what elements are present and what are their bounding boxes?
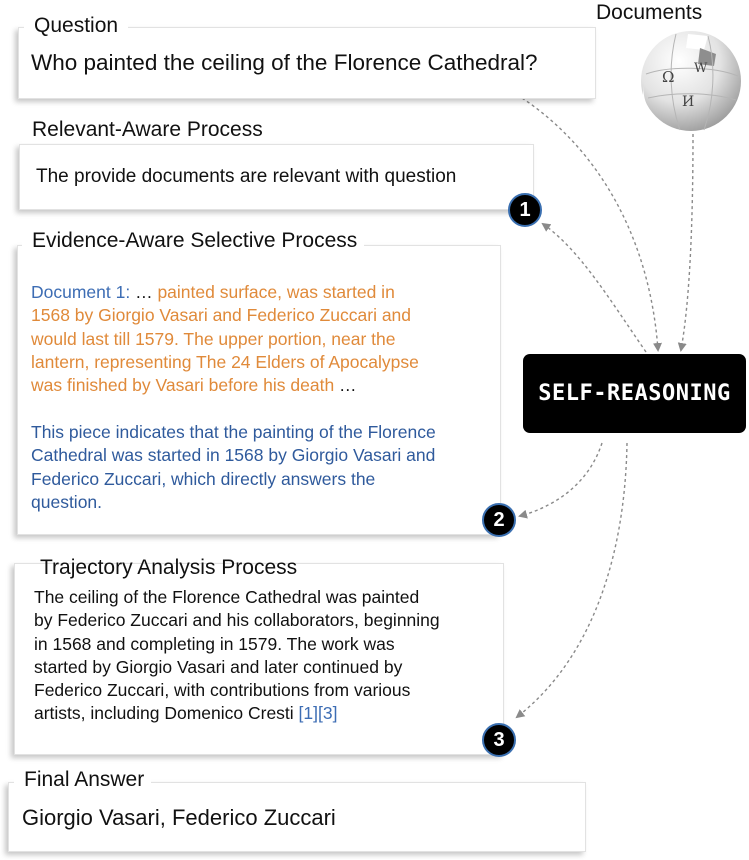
final-title: Final Answer — [14, 767, 151, 793]
step-2-badge: 2 — [482, 503, 516, 537]
citation-links: [1][3] — [298, 703, 338, 724]
quote-line: would last till 1579. The upper portion, near the — [31, 328, 396, 349]
step-1-badge: 1 — [508, 193, 542, 227]
quote-line: painted surface, was started in — [157, 282, 395, 302]
svg-text:И: И — [682, 94, 695, 110]
arrow-self-to-step3 — [517, 443, 627, 717]
arrow-docs-to-self — [681, 134, 693, 350]
svg-text:Ω: Ω — [662, 68, 675, 86]
relevant-title: Relevant-Aware Process — [22, 117, 270, 143]
final-answer-text: Giorgio Vasari, Federico Zuccari — [22, 805, 336, 830]
svg-text:W: W — [694, 61, 708, 76]
self-reasoning-box: SELF-REASONING — [523, 354, 746, 433]
wikipedia-globe-icon — [638, 26, 744, 134]
evidence-reasoning: This piece indicates that the painting of the Florence Cathedral was started in 1568 by Giorgio Vasari and Federico Zuccari, which directly answers the question. — [31, 422, 436, 512]
quote-line: 1568 by Giorgio Vasari and Federico Zuccari and — [31, 305, 412, 326]
evidence-title: Evidence-Aware Selective Process — [22, 228, 364, 254]
evidence-document: Document 1: … painted surface, was started in 1568 by Giorgio Vasari and Federico Zuccari and would last till 1579. The upper portion, near the lantern, representing The 24 Elders of Apocalypse was finished by Vasari before his death … — [31, 281, 493, 397]
arrow-self-to-step2 — [520, 443, 602, 516]
step-3-badge: 3 — [482, 723, 516, 757]
quote-line: lantern, representing The 24 Elders of Apocalypse — [31, 351, 419, 372]
arrow-self-to-step1 — [543, 224, 646, 352]
documents-label: Documents — [596, 1, 703, 24]
quote-line: was finished by Vasari before his death — [31, 375, 335, 396]
arrow-question-to-self — [522, 98, 658, 350]
question-title: Question — [24, 13, 128, 39]
trajectory-text: The ceiling of the Florence Cathedral was painted by Federico Zuccari and his collaborators, beginning in 1568 and completing in 1579. The work was started by Giorgio Vasari and later continued by Federico Zuccari, with contributions from various artists, including Domenico Cresti [1][3] — [34, 587, 440, 724]
question-text: Who painted the ceiling of the Florence Cathedral? — [31, 50, 538, 75]
document-label: Document 1: — [31, 282, 131, 302]
relevant-text: The provide documents are relevant with question — [36, 166, 457, 187]
trajectory-title: Trajectory Analysis Process — [40, 556, 298, 579]
